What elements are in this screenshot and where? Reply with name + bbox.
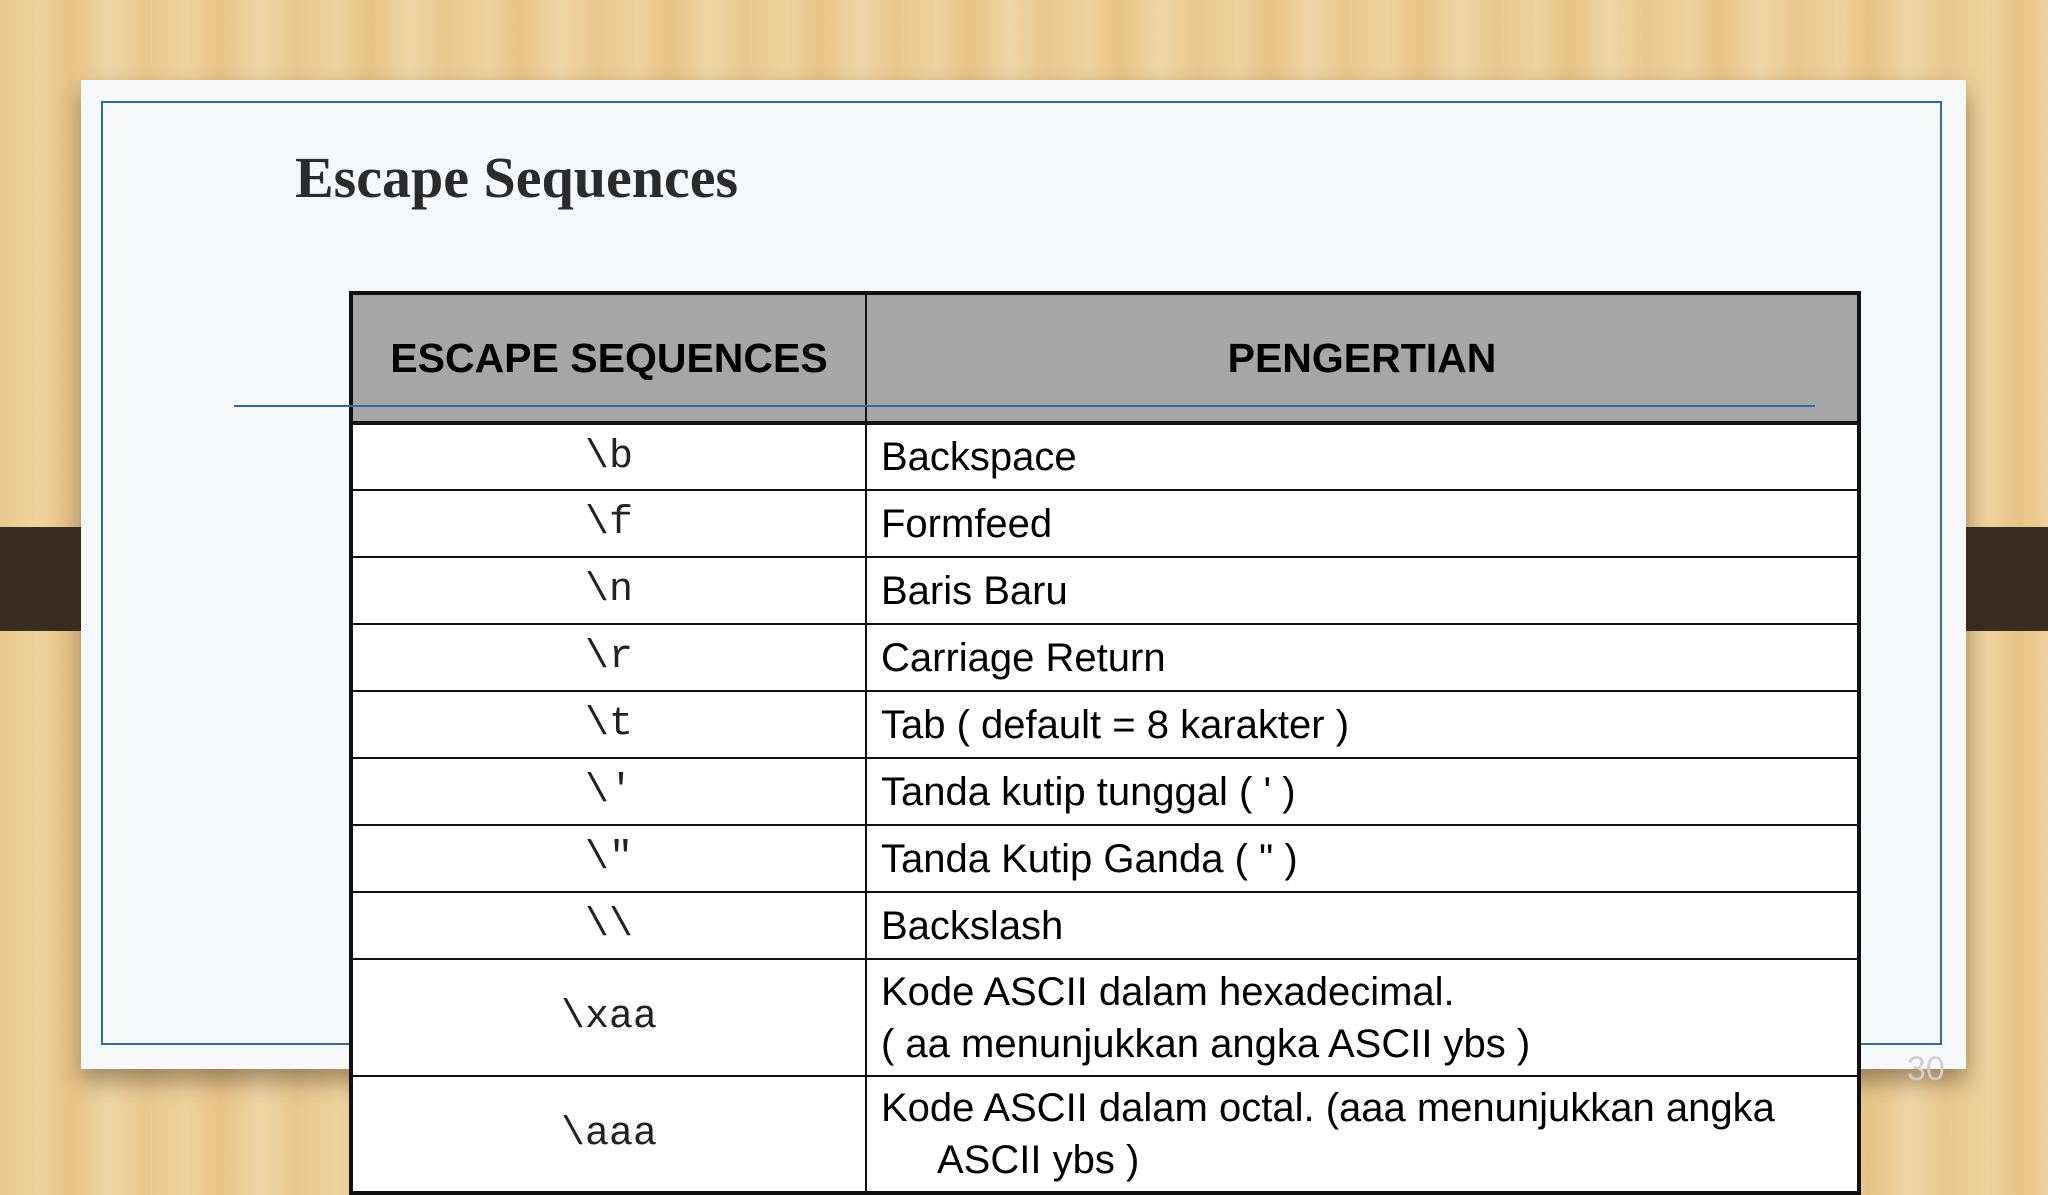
page-title: Escape Sequences (295, 145, 739, 210)
escape-code: \n (351, 557, 866, 624)
description-line: Kode ASCII dalam hexadecimal. (881, 969, 1455, 1014)
escape-code: \r (351, 624, 866, 691)
description-line: ( aa menunjukkan angka ASCII ybs ) (881, 1021, 1531, 1066)
table-row (351, 825, 1859, 892)
table-row (351, 959, 1859, 1076)
table-row (351, 892, 1859, 959)
description-line: ASCII ybs ) (937, 1138, 1140, 1182)
table-row (351, 624, 1859, 691)
escape-description: Carriage Return (866, 624, 1859, 691)
escape-code: \f (351, 490, 866, 557)
escape-description: Backspace (866, 423, 1859, 490)
escape-sequences-table (349, 291, 1861, 1195)
escape-description: Tanda kutip tunggal ( ' ) (866, 758, 1859, 825)
header-escape-sequences: ESCAPE SEQUENCES (351, 293, 866, 423)
table-row (351, 423, 1859, 490)
escape-code: \t (351, 691, 866, 758)
escape-code: \xaa (351, 959, 866, 1076)
table-row (351, 490, 1859, 557)
slide (81, 80, 1966, 1182)
page-number: 30 (1907, 1050, 1945, 1088)
escape-description (866, 959, 1859, 1076)
table-row (351, 1076, 1859, 1193)
escape-description: Baris Baru (866, 557, 1859, 624)
escape-description: Tanda Kutip Ganda ( " ) (866, 825, 1859, 892)
divider-line (234, 405, 1815, 407)
escape-code: \' (351, 758, 866, 825)
escape-code: \b (351, 423, 866, 490)
header-pengertian: PENGERTIAN (866, 293, 1859, 423)
escape-description: Backslash (866, 892, 1859, 959)
escape-description: Tab ( default = 8 karakter ) (866, 691, 1859, 758)
escape-description: Formfeed (866, 490, 1859, 557)
escape-description (866, 1076, 1859, 1193)
escape-code: \aaa (351, 1076, 866, 1193)
escape-code: \\ (351, 892, 866, 959)
table-row (351, 758, 1859, 825)
table-row (351, 557, 1859, 624)
escape-code: \" (351, 825, 866, 892)
description-line: Kode ASCII dalam octal. (aaa menunjukkan angka (881, 1086, 1775, 1130)
table-row (351, 691, 1859, 758)
